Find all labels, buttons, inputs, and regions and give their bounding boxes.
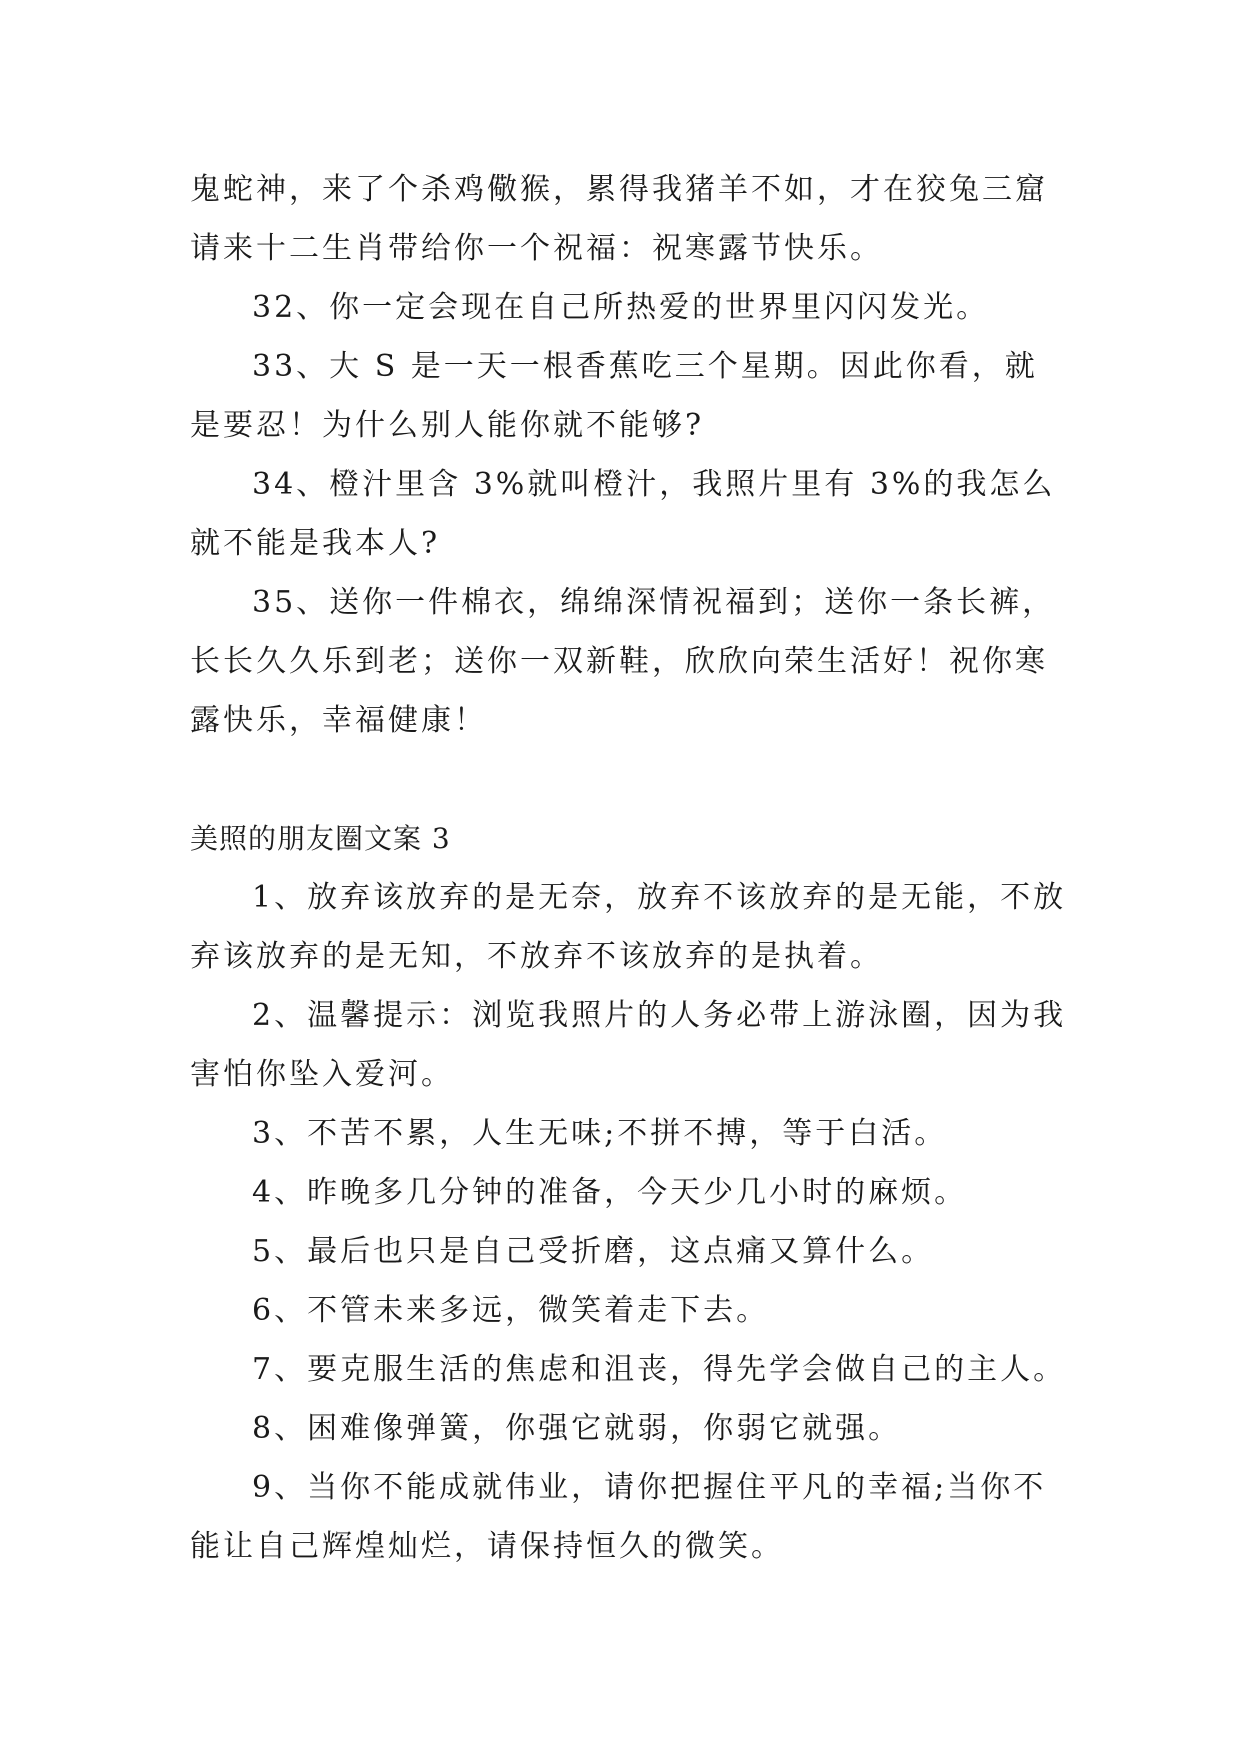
paragraph: 6、不管未来多远，微笑着走下去。	[252, 1293, 770, 1328]
paragraph: 2、温馨提示：浏览我照片的人务必带上游泳圈，因为我害怕你坠入爱河。	[190, 998, 1067, 1092]
paragraph: 鬼蛇神，来了个杀鸡儆猴，累得我猪羊不如，才在狡兔三窟请来十二生肖带给你一个祝福：祝寒露节快乐。	[190, 172, 1048, 266]
paragraph: 32、你一定会现在自己所热爱的世界里闪闪发光。	[252, 290, 990, 325]
paragraph: 3、不苦不累，人生无味;不拼不搏，等于白活。	[252, 1116, 948, 1151]
paragraph: 5、最后也只是自己受折磨，这点痛又算什么。	[252, 1234, 935, 1269]
paragraph: 7、要克服生活的焦虑和沮丧，得先学会做自己的主人。	[252, 1352, 1067, 1387]
document-body	[190, 160, 1070, 1576]
paragraph: 4、昨晚多几分钟的准备，今天少几小时的麻烦。	[252, 1175, 968, 1210]
paragraph: 34、橙汁里含 3%就叫橙汁，我照片里有 3%的我怎么就不能是我本人?	[190, 467, 1056, 561]
section-title: 美照的朋友圈文案 3	[190, 822, 451, 855]
paragraph: 33、大 S 是一天一根香蕉吃三个星期。因此你看，就是要忍！为什么别人能你就不能够?	[190, 349, 1038, 443]
paragraph: 8、困难像弹簧，你强它就弱，你弱它就强。	[252, 1411, 902, 1446]
paragraph: 35、送你一件棉衣，绵绵深情祝福到；送你一条长裤，长长久久乐到老；送你一双新鞋，欣欣向荣生活好！祝你寒露快乐，幸福健康！	[190, 585, 1056, 738]
paragraph: 9、当你不能成就伟业，请你把握住平凡的幸福;当你不能让自己辉煌灿烂，请保持恒久的微笑。	[190, 1470, 1047, 1564]
paragraph: 1、放弃该放弃的是无奈，放弃不该放弃的是无能，不放弃该放弃的是无知，不放弃不该放弃的是执着。	[190, 880, 1067, 974]
